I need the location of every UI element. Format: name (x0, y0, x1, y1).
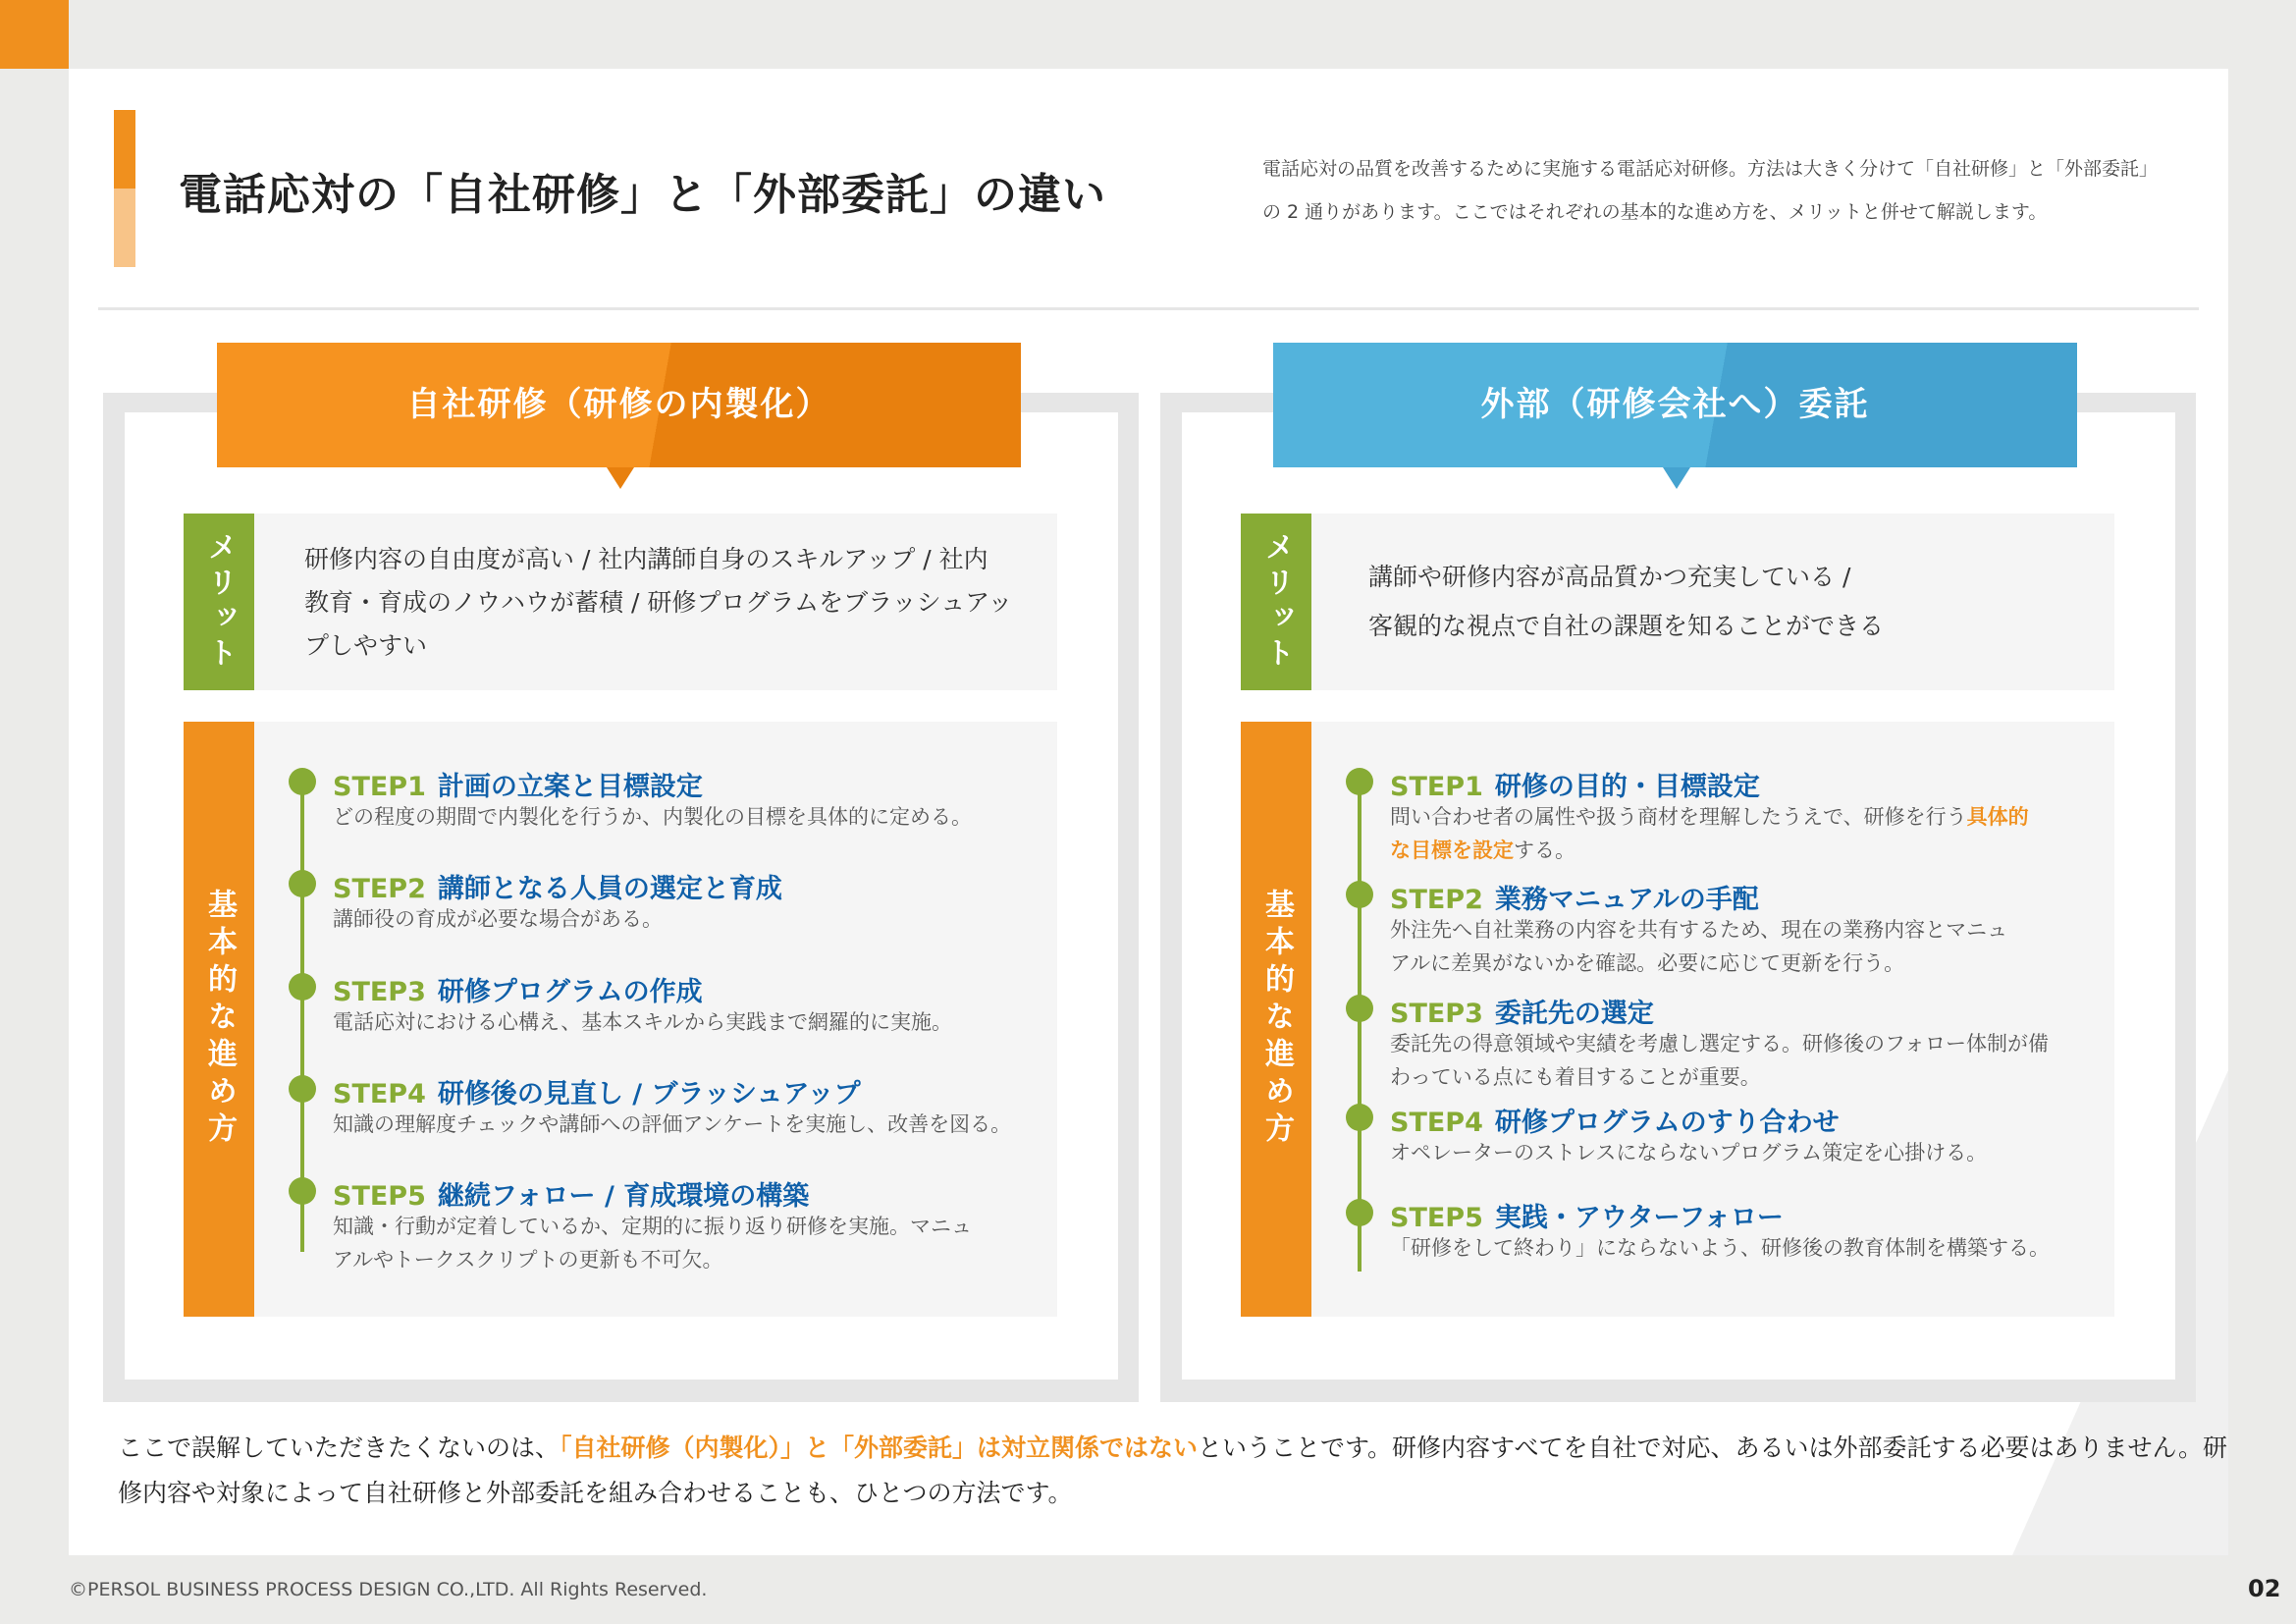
title-accent-bar-light (114, 189, 135, 267)
step-title: 講師となる人員の選定と育成 (437, 874, 782, 904)
step-desc-line: 委託先の得意領域や実績を考慮し選定する。研修後のフォロー体制が備 (1390, 1032, 2049, 1056)
step-number: STEP1 (1390, 772, 1483, 802)
intro-line: 電話応対の品質を改善するために実施する電話応対研修。方法は大きく分けて「自社研修」と「外部委託」 (1262, 158, 2159, 180)
step-heading (333, 1174, 809, 1213)
step-desc-line: 知識の理解度チェックや講師への評価アンケートを実施し、改善を図る。 (333, 1112, 1012, 1136)
step-description (1390, 913, 2007, 980)
timeline-dot (289, 768, 316, 795)
step-heading (333, 867, 782, 905)
copyright: ©PERSOL BUSINESS PROCESS DESIGN CO.,LTD. All Rights Reserved. (69, 1579, 708, 1600)
step-description (333, 1210, 972, 1276)
timeline-dot (1346, 995, 1373, 1022)
step-heading (1390, 992, 1654, 1030)
step-number: STEP5 (1390, 1203, 1483, 1233)
steps-box-outsource (1241, 722, 2114, 1317)
banner-inhouse: 自社研修（研修の内製化） (217, 343, 1021, 467)
timeline-dot (1346, 1104, 1373, 1131)
steps-tag (184, 722, 254, 1317)
step-desc-highlight: な目標を設定 (1390, 839, 1514, 862)
step-desc-text: する。 (1514, 839, 1575, 862)
step-number: STEP4 (1390, 1108, 1483, 1138)
summary-line: 修内容や対象によって自社研修と外部委託を組み合わせることも、ひとつの方法です。 (118, 1479, 1073, 1507)
intro-line: の 2 通りがあります。ここではそれぞれの基本的な進め方を、メリットと併せて解説します。 (1262, 201, 2048, 223)
step-desc-text: 問い合わせ者の属性や扱う商材を理解したうえで、研修を行う (1390, 805, 1967, 829)
step-description (333, 1005, 952, 1039)
step-title: 実践・アウターフォロー (1494, 1203, 1784, 1233)
page-title: 電話応対の「自社研修」と「外部委託」の違い (179, 170, 1106, 220)
banner-pointer (607, 467, 634, 489)
summary-text-part: ここで誤解していただきたくないのは、 (118, 1434, 561, 1462)
merit-tag-label: メリット (202, 531, 237, 673)
step-number: STEP1 (333, 772, 426, 802)
summary-line (118, 1426, 2228, 1471)
merit-tag (1241, 514, 1311, 690)
step-description (333, 1108, 1011, 1141)
merit-line: 講師や研修内容が高品質かつ充実している / (1368, 563, 1851, 591)
merit-text (1368, 553, 1884, 651)
corner-accent (0, 0, 69, 69)
steps-tag (1241, 722, 1311, 1317)
timeline-dot (289, 973, 316, 1001)
step-heading (333, 1072, 861, 1110)
step-heading (333, 765, 703, 803)
timeline-dot (289, 1075, 316, 1103)
step-number: STEP3 (1390, 999, 1483, 1029)
step-description (333, 902, 663, 936)
merit-line: 教育・育成のノウハウが蓄積 / 研修プログラムをブラッシュアッ (304, 588, 1013, 617)
summary-highlight: 「自社研修（内製化）」と「外部委託」は対立関係ではない (560, 1434, 1199, 1462)
timeline-dot (1346, 768, 1373, 795)
step-desc-line: アルに差異がないかを確認。必要に応じて更新を行う。 (1390, 951, 1905, 975)
step-heading (1390, 1196, 1784, 1234)
step-title: 研修プログラムのすり合わせ (1494, 1108, 1840, 1138)
title-accent-bar (114, 110, 135, 189)
step-desc-line (1390, 834, 2029, 867)
merit-tag-label: メリット (1259, 531, 1294, 673)
step-desc-line: 電話応対における心構え、基本スキルから実践まで網羅的に実施。 (333, 1010, 953, 1034)
merit-text (304, 538, 1012, 668)
step-desc-line: アルやトークスクリプトの更新も不可欠。 (333, 1248, 723, 1272)
banner-pointer (1663, 467, 1690, 489)
step-number: STEP5 (333, 1181, 426, 1212)
step-title: 研修プログラムの作成 (437, 977, 703, 1007)
banner-outsource: 外部（研修会社へ）委託 (1273, 343, 2077, 467)
timeline-dot (289, 870, 316, 897)
step-desc-line: 講師役の育成が必要な場合がある。 (333, 907, 663, 931)
merit-line: プしやすい (304, 631, 428, 660)
step-desc-line: 「研修をして終わり」にならないよう、研修後の教育体制を構築する。 (1390, 1236, 2050, 1260)
step-description (1390, 1136, 1987, 1169)
step-description (1390, 1231, 2050, 1265)
step-title: 業務マニュアルの手配 (1494, 885, 1759, 915)
steps-box-inhouse (184, 722, 1057, 1317)
step-title: 継続フォロー / 育成環境の構築 (437, 1181, 810, 1212)
summary-text (118, 1426, 2228, 1516)
divider (98, 307, 2199, 310)
step-desc-line: 知識・行動が定着しているか、定期的に振り返り研修を実施。マニュ (333, 1215, 972, 1238)
step-number: STEP2 (1390, 885, 1483, 915)
step-title: 研修後の見直し / ブラッシュアップ (437, 1079, 861, 1110)
timeline-line (1358, 781, 1362, 1272)
step-desc-highlight: 具体的 (1966, 805, 2029, 829)
step-desc-line: わっている点にも着目することが重要。 (1390, 1065, 1761, 1089)
page-number: 02 (2248, 1575, 2281, 1602)
step-title: 計画の立案と目標設定 (437, 772, 703, 802)
step-heading (1390, 765, 1760, 803)
step-number: STEP4 (333, 1079, 426, 1110)
step-desc-line: 外注先へ自社業務の内容を共有するため、現在の業務内容とマニュ (1390, 918, 2008, 942)
step-number: STEP3 (333, 977, 426, 1007)
step-heading (333, 970, 703, 1008)
step-description (333, 800, 972, 834)
step-desc-line: オペレーターのストレスにならないプログラム策定を心掛ける。 (1390, 1141, 1988, 1164)
summary-text-part: ということです。研修内容すべてを自社で対応、あるいは外部委託する必要はありません。研 (1198, 1434, 2228, 1462)
step-number: STEP2 (333, 874, 426, 904)
step-title: 研修の目的・目標設定 (1494, 772, 1760, 802)
merit-box-outsource (1241, 514, 2114, 690)
step-desc-line (1390, 800, 2029, 834)
step-heading (1390, 878, 1759, 916)
merit-line: 客観的な視点で自社の課題を知ることができる (1368, 612, 1885, 640)
steps-tag-label: 基本的な進め方 (1259, 889, 1294, 1150)
merit-box-inhouse (184, 514, 1057, 690)
merit-line: 研修内容の自由度が高い / 社内講師自身のスキルアップ / 社内 (304, 545, 988, 573)
step-heading (1390, 1101, 1840, 1139)
timeline-dot (289, 1177, 316, 1205)
merit-tag (184, 514, 254, 690)
step-description (1390, 1027, 2049, 1094)
timeline-dot (1346, 1199, 1373, 1226)
intro-text (1262, 147, 2175, 234)
step-description (1390, 800, 2029, 867)
step-title: 委託先の選定 (1494, 999, 1654, 1029)
timeline-dot (1346, 881, 1373, 908)
steps-tag-label: 基本的な進め方 (202, 889, 237, 1150)
step-desc-line: どの程度の期間で内製化を行うか、内製化の目標を具体的に定める。 (333, 805, 972, 829)
